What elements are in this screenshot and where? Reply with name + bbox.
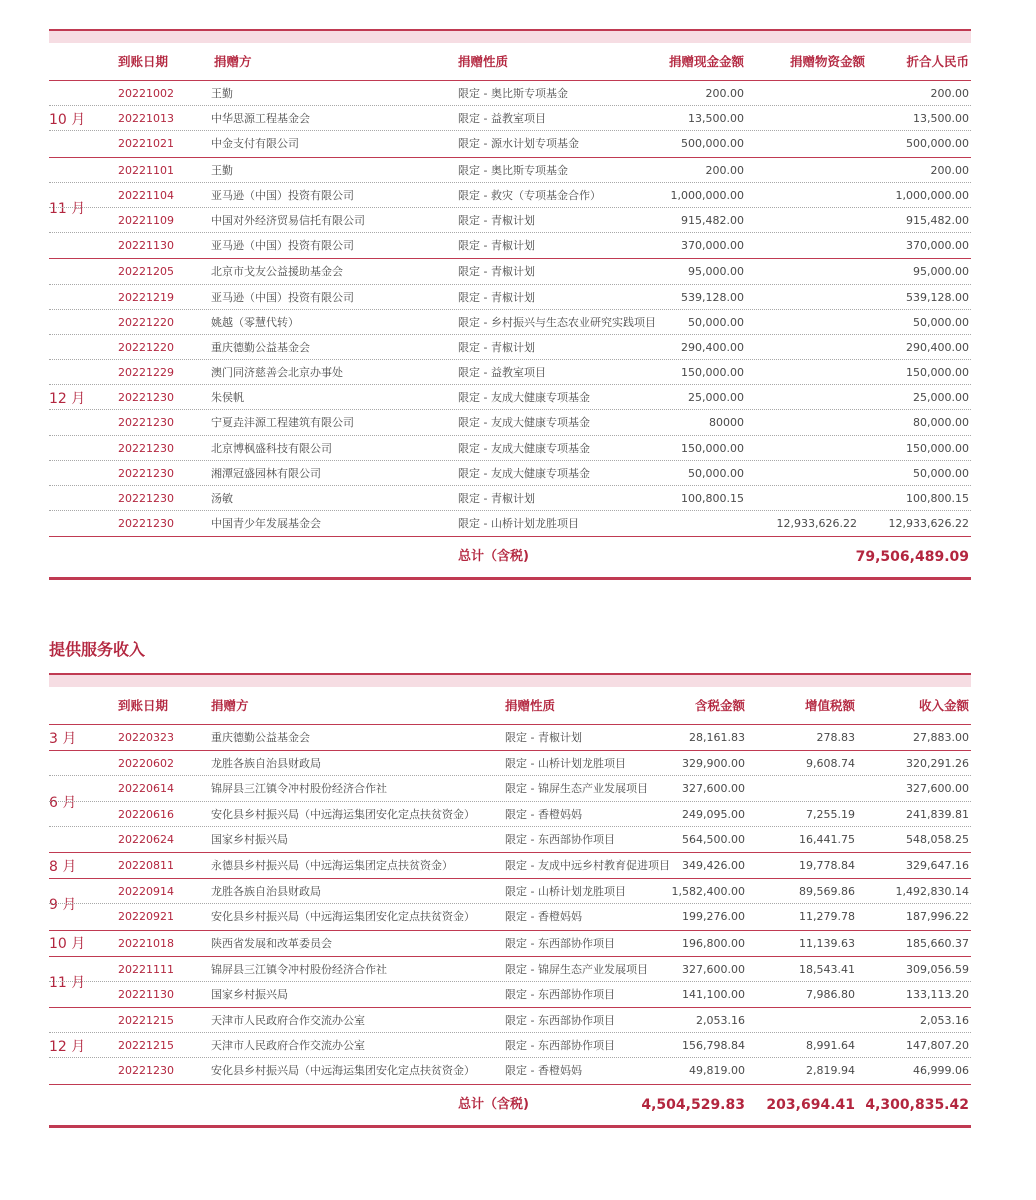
cell-donor: 姚越（零慧代转） xyxy=(211,315,299,329)
table-top-bar xyxy=(49,673,971,687)
cell-donor: 汤敏 xyxy=(211,492,233,505)
cell-date: 20220914 xyxy=(118,885,174,899)
cell-rmb: 50,000.00 xyxy=(913,466,969,480)
table-row xyxy=(49,461,971,486)
cell-income: 320,291.26 xyxy=(906,757,969,771)
cell-cash: 13,500.00 xyxy=(688,112,744,126)
cell-nature: 限定 - 山桥计划龙胜项目 xyxy=(505,885,626,899)
cell-nature: 限定 - 益教室项目 xyxy=(458,366,546,380)
section-title: 提供服务收入 xyxy=(49,640,146,659)
cell-cash: 915,482.00 xyxy=(681,213,744,227)
cell-cash: 1,000,000.00 xyxy=(670,188,744,202)
cell-nature: 限定 - 青椒计划 xyxy=(458,340,535,354)
cell-nature: 限定 - 青椒计划 xyxy=(458,290,535,304)
header-rmb: 折合人民币 xyxy=(906,54,969,69)
cell-income: 309,056.59 xyxy=(906,962,969,976)
cell-date: 20221230 xyxy=(118,391,174,405)
cell-date: 20221230 xyxy=(118,416,174,430)
table-body xyxy=(49,725,971,1085)
cell-nature: 限定 - 友成大健康专项基金 xyxy=(458,391,590,405)
cell-date: 20221230 xyxy=(118,517,174,531)
table-row xyxy=(49,802,971,827)
table-row xyxy=(49,436,971,461)
cell-vat: 278.83 xyxy=(816,731,855,744)
table-row xyxy=(49,751,971,776)
cell-donor: 锦屏县三江镇令冲村股份经济合作社 xyxy=(211,962,387,976)
table-row xyxy=(49,360,971,385)
cell-donor: 锦屏县三江镇令冲村股份经济合作社 xyxy=(211,782,387,796)
cell-donor: 王勤 xyxy=(211,87,233,100)
table-row xyxy=(49,904,971,929)
cell-nature: 限定 - 东西部协作项目 xyxy=(505,987,615,1001)
month-group xyxy=(49,853,971,879)
cell-donor: 北京市戈友公益援助基金会 xyxy=(211,265,343,279)
month-group xyxy=(49,81,971,158)
header-taxed: 含税金额 xyxy=(694,698,745,713)
table-row xyxy=(49,511,971,536)
table-body xyxy=(49,81,971,537)
cell-cash: 150,000.00 xyxy=(681,366,744,380)
cell-vat: 16,441.75 xyxy=(799,832,855,846)
cell-date: 20221130 xyxy=(118,239,174,253)
cell-date: 20220811 xyxy=(118,858,174,872)
cell-donor: 王勤 xyxy=(211,163,233,177)
cell-nature: 限定 - 东西部协作项目 xyxy=(505,936,615,950)
cell-goods: 12,933,626.22 xyxy=(776,517,857,531)
cell-date: 20220602 xyxy=(118,757,174,771)
cell-taxed: 49,819.00 xyxy=(689,1064,745,1078)
cell-vat: 7,255.19 xyxy=(806,807,855,821)
cell-date: 20220616 xyxy=(118,807,174,821)
cell-vat: 2,819.94 xyxy=(806,1064,855,1078)
table-row xyxy=(49,81,971,106)
month-label: 11 月 xyxy=(49,974,86,991)
table-row xyxy=(49,1033,971,1058)
month-group xyxy=(49,1008,971,1085)
cell-cash: 80000 xyxy=(709,416,744,430)
cell-cash: 370,000.00 xyxy=(681,239,744,253)
cell-nature: 限定 - 奥比斯专项基金 xyxy=(458,163,568,177)
cell-nature: 限定 - 东西部协作项目 xyxy=(505,832,615,846)
month-group xyxy=(49,957,971,1008)
table-row xyxy=(49,259,971,284)
cell-taxed: 199,276.00 xyxy=(682,910,745,924)
cell-date: 20221230 xyxy=(118,492,174,505)
cell-donor: 安化县乡村振兴局（中远海运集团安化定点扶贫资金） xyxy=(211,807,475,821)
cell-nature: 限定 - 青椒计划 xyxy=(505,731,582,744)
cell-rmb: 1,000,000.00 xyxy=(895,188,969,202)
cell-donor: 安化县乡村振兴局（中远海运集团安化定点扶贫资金） xyxy=(211,910,475,924)
cell-nature: 限定 - 山桥计划龙胜项目 xyxy=(458,517,579,531)
cell-rmb: 500,000.00 xyxy=(906,137,969,151)
cell-date: 20221230 xyxy=(118,466,174,480)
table-row xyxy=(49,1008,971,1033)
cell-nature: 限定 - 友成大健康专项基金 xyxy=(458,416,590,430)
month-label: 12 月 xyxy=(49,390,86,407)
cell-rmb: 80,000.00 xyxy=(913,416,969,430)
cell-taxed: 196,800.00 xyxy=(682,936,745,950)
cell-income: 133,113.20 xyxy=(906,987,969,1001)
cell-rmb: 200.00 xyxy=(930,163,969,177)
month-group xyxy=(49,158,971,260)
cell-rmb: 150,000.00 xyxy=(906,441,969,455)
cell-donor: 龙胜各族自治县财政局 xyxy=(211,885,321,899)
table-row xyxy=(49,106,971,131)
header-vat: 增值税额 xyxy=(804,698,855,713)
month-label: 9 月 xyxy=(49,897,77,914)
cell-date: 20221013 xyxy=(118,112,174,126)
cell-donor: 湘潭冠盛园林有限公司 xyxy=(211,466,321,480)
total-vat: 203,694.41 xyxy=(766,1096,855,1113)
cell-vat: 7,986.80 xyxy=(806,987,855,1001)
cell-date: 20221104 xyxy=(118,188,174,202)
cell-nature: 限定 - 香橙妈妈 xyxy=(505,807,582,821)
cell-date: 20221220 xyxy=(118,340,174,354)
cell-rmb: 150,000.00 xyxy=(906,366,969,380)
cell-nature: 限定 - 源水计划专项基金 xyxy=(458,137,579,151)
cell-date: 20220614 xyxy=(118,782,174,796)
cell-nature: 限定 - 香橙妈妈 xyxy=(505,910,582,924)
cell-donor: 重庆德勤公益基金会 xyxy=(211,731,310,744)
service-table xyxy=(49,673,971,1128)
cell-donor: 天津市人民政府合作交流办公室 xyxy=(211,1014,365,1028)
cell-income: 548,058.25 xyxy=(906,832,969,846)
donation-table xyxy=(49,29,971,580)
table-row xyxy=(49,827,971,852)
cell-date: 20221219 xyxy=(118,290,174,304)
table-row xyxy=(49,233,971,258)
total-label: 总计（含税) xyxy=(458,1096,529,1112)
cell-taxed: 327,600.00 xyxy=(682,962,745,976)
table-row xyxy=(49,310,971,335)
table-header xyxy=(49,43,971,81)
cell-date: 20221230 xyxy=(118,1064,174,1078)
cell-nature: 限定 - 救灾（专项基金合作） xyxy=(458,188,601,202)
header-date: 到账日期 xyxy=(118,54,169,69)
cell-donor: 宁夏垚沣源工程建筑有限公司 xyxy=(211,416,354,430)
cell-income: 147,807.20 xyxy=(906,1039,969,1053)
header-nature: 捐赠性质 xyxy=(458,54,509,69)
cell-vat: 9,608.74 xyxy=(806,757,855,771)
table-row xyxy=(49,183,971,208)
total-rmb: 79,506,489.09 xyxy=(855,549,969,566)
cell-donor: 国家乡村振兴局 xyxy=(211,832,288,846)
cell-taxed: 327,600.00 xyxy=(682,782,745,796)
table-row xyxy=(49,131,971,156)
total-taxed: 4,504,529.83 xyxy=(641,1096,745,1113)
month-group xyxy=(49,259,971,537)
month-label: 3 月 xyxy=(49,730,77,747)
header-donor: 捐赠方 xyxy=(211,698,249,713)
month-label: 10 月 xyxy=(49,111,86,128)
cell-donor: 安化县乡村振兴局（中远海运集团安化定点扶贫资金） xyxy=(211,1064,475,1078)
cell-income: 187,996.22 xyxy=(906,910,969,924)
cell-nature: 限定 - 友成大健康专项基金 xyxy=(458,466,590,480)
cell-income: 2,053.16 xyxy=(920,1014,969,1028)
cell-date: 20221111 xyxy=(118,962,174,976)
cell-income: 241,839.81 xyxy=(906,807,969,821)
cell-date: 20221130 xyxy=(118,987,174,1001)
cell-date: 20221109 xyxy=(118,213,174,227)
cell-nature: 限定 - 东西部协作项目 xyxy=(505,1039,615,1053)
total-income: 4,300,835.42 xyxy=(865,1096,969,1113)
cell-vat: 11,279.78 xyxy=(799,910,855,924)
cell-rmb: 100,800.15 xyxy=(906,492,969,505)
cell-vat: 18,543.41 xyxy=(799,962,855,976)
cell-income: 46,999.06 xyxy=(913,1064,969,1078)
cell-donor: 朱侯帆 xyxy=(211,391,244,405)
total-row xyxy=(49,537,971,577)
cell-nature: 限定 - 友成大健康专项基金 xyxy=(458,441,590,455)
month-group xyxy=(49,931,971,957)
header-income: 收入金额 xyxy=(918,698,969,713)
cell-rmb: 915,482.00 xyxy=(906,213,969,227)
cell-taxed: 141,100.00 xyxy=(682,987,745,1001)
total-row xyxy=(49,1085,971,1125)
table-bottom-bar xyxy=(49,577,971,580)
cell-date: 20221220 xyxy=(118,315,174,329)
header-donor: 捐赠方 xyxy=(214,54,252,69)
cell-taxed: 156,798.84 xyxy=(682,1039,745,1053)
cell-rmb: 12,933,626.22 xyxy=(888,517,969,531)
cell-taxed: 564,500.00 xyxy=(682,832,745,846)
cell-rmb: 200.00 xyxy=(930,87,969,100)
cell-nature: 限定 - 奥比斯专项基金 xyxy=(458,87,568,100)
cell-income: 329,647.16 xyxy=(906,858,969,872)
cell-date: 20220624 xyxy=(118,832,174,846)
table-row xyxy=(49,725,971,750)
month-label: 8 月 xyxy=(49,858,77,875)
cell-income: 27,883.00 xyxy=(913,731,969,744)
cell-vat: 19,778.84 xyxy=(799,858,855,872)
cell-donor: 亚马逊（中国）投资有限公司 xyxy=(211,188,354,202)
cell-rmb: 370,000.00 xyxy=(906,239,969,253)
cell-cash: 200.00 xyxy=(705,87,744,100)
cell-date: 20221205 xyxy=(118,265,174,279)
cell-donor: 中国青少年发展基金会 xyxy=(211,517,321,531)
cell-date: 20220323 xyxy=(118,731,174,744)
month-group xyxy=(49,879,971,930)
cell-date: 20221002 xyxy=(118,87,174,100)
cell-donor: 重庆德勤公益基金会 xyxy=(211,340,310,354)
header-nature: 捐赠性质 xyxy=(505,698,556,713)
cell-nature: 限定 - 东西部协作项目 xyxy=(505,1014,615,1028)
cell-rmb: 95,000.00 xyxy=(913,265,969,279)
total-label: 总计（含税) xyxy=(458,549,529,565)
cell-nature: 限定 - 香橙妈妈 xyxy=(505,1064,582,1078)
cell-date: 20221215 xyxy=(118,1014,174,1028)
cell-date: 20221229 xyxy=(118,366,174,380)
cell-nature: 限定 - 青椒计划 xyxy=(458,213,535,227)
table-row xyxy=(49,982,971,1007)
month-label: 12 月 xyxy=(49,1038,86,1055)
cell-donor: 中金支付有限公司 xyxy=(211,137,299,151)
table-row xyxy=(49,158,971,183)
table-row xyxy=(49,208,971,233)
cell-nature: 限定 - 友成中远乡村教育促进项目 xyxy=(505,858,670,872)
cell-income: 1,492,830.14 xyxy=(895,885,969,899)
cell-donor: 中华思源工程基金会 xyxy=(211,112,310,126)
cell-date: 20221021 xyxy=(118,137,174,151)
cell-donor: 天津市人民政府合作交流办公室 xyxy=(211,1039,365,1053)
cell-income: 185,660.37 xyxy=(906,936,969,950)
cell-date: 20220921 xyxy=(118,910,174,924)
table-row xyxy=(49,879,971,904)
cell-cash: 539,128.00 xyxy=(681,290,744,304)
cell-cash: 50,000.00 xyxy=(688,315,744,329)
cell-rmb: 290,400.00 xyxy=(906,340,969,354)
cell-vat: 8,991.64 xyxy=(806,1039,855,1053)
cell-rmb: 539,128.00 xyxy=(906,290,969,304)
cell-donor: 亚马逊（中国）投资有限公司 xyxy=(211,239,354,253)
cell-cash: 500,000.00 xyxy=(681,137,744,151)
cell-nature: 限定 - 青椒计划 xyxy=(458,239,535,253)
month-label: 10 月 xyxy=(49,936,86,953)
cell-nature: 限定 - 山桥计划龙胜项目 xyxy=(505,757,626,771)
cell-date: 20221215 xyxy=(118,1039,174,1053)
cell-date: 20221230 xyxy=(118,441,174,455)
cell-vat: 89,569.86 xyxy=(799,885,855,899)
cell-cash: 25,000.00 xyxy=(688,391,744,405)
cell-date: 20221101 xyxy=(118,163,174,177)
cell-taxed: 249,095.00 xyxy=(682,807,745,821)
cell-nature: 限定 - 青椒计划 xyxy=(458,492,535,505)
cell-cash: 150,000.00 xyxy=(681,441,744,455)
cell-cash: 200.00 xyxy=(705,163,744,177)
cell-donor: 澳门同济慈善会北京办事处 xyxy=(211,366,343,380)
cell-donor: 国家乡村振兴局 xyxy=(211,987,288,1001)
cell-nature: 限定 - 益教室项目 xyxy=(458,112,546,126)
table-row xyxy=(49,1058,971,1083)
table-row xyxy=(49,385,971,410)
month-label: 11 月 xyxy=(49,200,86,217)
cell-income: 327,600.00 xyxy=(906,782,969,796)
table-header xyxy=(49,687,971,725)
table-row xyxy=(49,285,971,310)
cell-cash: 100,800.15 xyxy=(681,492,744,505)
table-top-bar xyxy=(49,29,971,43)
cell-cash: 290,400.00 xyxy=(681,340,744,354)
month-group xyxy=(49,751,971,853)
cell-donor: 亚马逊（中国）投资有限公司 xyxy=(211,290,354,304)
table-row xyxy=(49,931,971,956)
table-row xyxy=(49,957,971,982)
cell-date: 20221018 xyxy=(118,936,174,950)
cell-donor: 北京博枫盛科技有限公司 xyxy=(211,441,332,455)
cell-vat: 11,139.63 xyxy=(799,936,855,950)
cell-rmb: 13,500.00 xyxy=(913,112,969,126)
month-group xyxy=(49,725,971,751)
table-row xyxy=(49,335,971,360)
cell-cash: 50,000.00 xyxy=(688,466,744,480)
header-goods: 捐赠物资金额 xyxy=(789,54,865,69)
cell-rmb: 50,000.00 xyxy=(913,315,969,329)
cell-donor: 陕西省发展和改革委员会 xyxy=(211,936,332,950)
cell-donor: 龙胜各族自治县财政局 xyxy=(211,757,321,771)
header-date: 到账日期 xyxy=(118,698,169,713)
cell-taxed: 329,900.00 xyxy=(682,757,745,771)
table-row xyxy=(49,853,971,878)
table-row xyxy=(49,776,971,801)
header-cash: 捐赠现金金额 xyxy=(668,54,744,69)
table-row xyxy=(49,410,971,435)
cell-nature: 限定 - 锦屏生态产业发展项目 xyxy=(505,782,648,796)
table-row xyxy=(49,486,971,511)
cell-donor: 永德县乡村振兴局（中远海运集团定点扶贫资金） xyxy=(211,858,453,872)
cell-taxed: 28,161.83 xyxy=(689,731,745,744)
cell-taxed: 1,582,400.00 xyxy=(671,885,745,899)
cell-taxed: 349,426.00 xyxy=(682,858,745,872)
cell-taxed: 2,053.16 xyxy=(696,1014,745,1028)
cell-nature: 限定 - 锦屏生态产业发展项目 xyxy=(505,962,648,976)
month-label: 6 月 xyxy=(49,794,77,811)
cell-nature: 限定 - 乡村振兴与生态农业研究实践项目 xyxy=(458,315,656,329)
cell-nature: 限定 - 青椒计划 xyxy=(458,265,535,279)
cell-donor: 中国对外经济贸易信托有限公司 xyxy=(211,213,365,227)
cell-rmb: 25,000.00 xyxy=(913,391,969,405)
cell-cash: 95,000.00 xyxy=(688,265,744,279)
table-bottom-bar xyxy=(49,1125,971,1128)
